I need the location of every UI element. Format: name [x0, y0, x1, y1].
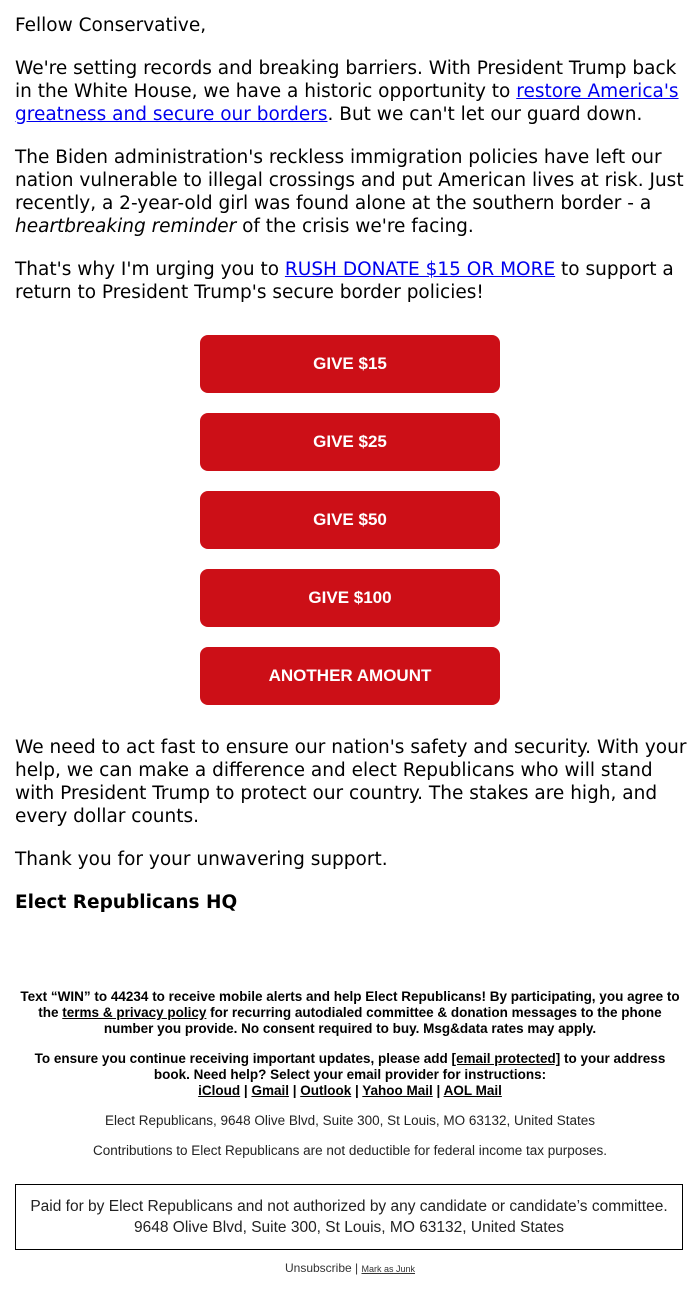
ensure-text-b: to your address book. Need help? Select your email provider for instructions:	[153, 1051, 666, 1082]
donation-buttons	[200, 335, 500, 725]
p3-text-b: to support a return to President Trump's secure border policies!	[15, 259, 674, 303]
paragraph-2	[15, 146, 687, 238]
gmail-link[interactable]: Gmail	[251, 1083, 289, 1098]
sms-text-b: for recurring autodialed committee & donation messages to the phone number you provide. No consent required to buy. Msg&data rates may apply.	[103, 1005, 662, 1036]
give-25-button[interactable]: GIVE $25	[200, 413, 500, 471]
p1-text-b: . But we can't let our guard down.	[327, 104, 643, 125]
ensure-text-a: To ensure you continue receiving important updates, please add	[34, 1051, 452, 1066]
restore-greatness-link[interactable]: restore America's greatness and secure our borders	[15, 81, 679, 125]
paragraph-3	[15, 258, 687, 304]
icloud-link[interactable]: iCloud	[198, 1083, 241, 1098]
provider-separator: |	[288, 1083, 301, 1098]
address-book-note	[15, 1051, 685, 1099]
give-15-button[interactable]: GIVE $15	[200, 335, 500, 393]
aol-mail-link[interactable]: AOL Mail	[443, 1083, 502, 1098]
provider-separator: |	[432, 1083, 444, 1098]
unsub-separator: |	[351, 1261, 362, 1275]
give-100-button[interactable]: GIVE $100	[200, 569, 500, 627]
footer	[15, 989, 685, 1173]
unsubscribe-link[interactable]: Unsubscribe	[284, 1261, 352, 1275]
greeting: Fellow Conservative,	[15, 15, 207, 36]
paragraph-1	[15, 57, 687, 126]
paragraph-4: We need to act fast to ensure our nation's safety and security. With your help, we can make a difference and elect Republicans who will stand with President Trump to protect our country. The stakes are high, and every dollar counts.	[15, 737, 687, 827]
p2-italic: heartbreaking reminder	[15, 216, 237, 237]
unsubscribe-bar	[0, 1261, 700, 1275]
thanks-line: Thank you for your unwavering support.	[15, 849, 388, 870]
letter-body	[15, 14, 687, 304]
give-50-button[interactable]: GIVE $50	[200, 491, 500, 549]
paid-for-box: Paid for by Elect Republicans and not authorized by any candidate or candidate’s committee. 9648 Olive Blvd, Suite 300, St Louis, MO 63132, United States	[15, 1184, 683, 1250]
tax-disclaimer: Contributions to Elect Republicans are not deductible for federal income tax purposes.	[92, 1143, 608, 1158]
signature: Elect Republicans HQ	[15, 892, 238, 913]
provider-separator: |	[240, 1083, 252, 1098]
rush-donate-link[interactable]: RUSH DONATE $15 OR MORE	[284, 259, 556, 280]
yahoo-mail-link[interactable]: Yahoo Mail	[362, 1083, 433, 1098]
p2-text-a: The Biden administration's reckless immigration policies have left our nation vulnerable to illegal crossings and put American lives at risk. Just recently, a 2-year-old girl was found alone at the southern border - a	[15, 147, 684, 214]
terms-privacy-link[interactable]: terms & privacy policy	[62, 1005, 207, 1020]
mark-as-junk-link[interactable]: Mark as Junk	[361, 1264, 416, 1274]
email-protected-link[interactable]: [email protected]	[451, 1051, 561, 1066]
p2-text-b: of the crisis we're facing.	[236, 216, 474, 237]
provider-separator: |	[351, 1083, 363, 1098]
another-amount-button[interactable]: ANOTHER AMOUNT	[200, 647, 500, 705]
mailing-address: Elect Republicans, 9648 Olive Blvd, Suite 300, St Louis, MO 63132, United States	[104, 1113, 596, 1128]
outlook-link[interactable]: Outlook	[300, 1083, 352, 1098]
sms-disclaimer	[15, 989, 685, 1037]
sms-text-a: Text “WIN” to 44234 to receive mobile alerts and help Elect Republicans! By participating, you agree to the	[20, 989, 680, 1020]
closing-section	[15, 736, 695, 934]
p1-text-a: We're setting records and breaking barriers. With President Trump back in the White House, we have a historic opportunity to	[15, 58, 677, 102]
p3-text-a: That's why I'm urging you to	[15, 259, 285, 280]
